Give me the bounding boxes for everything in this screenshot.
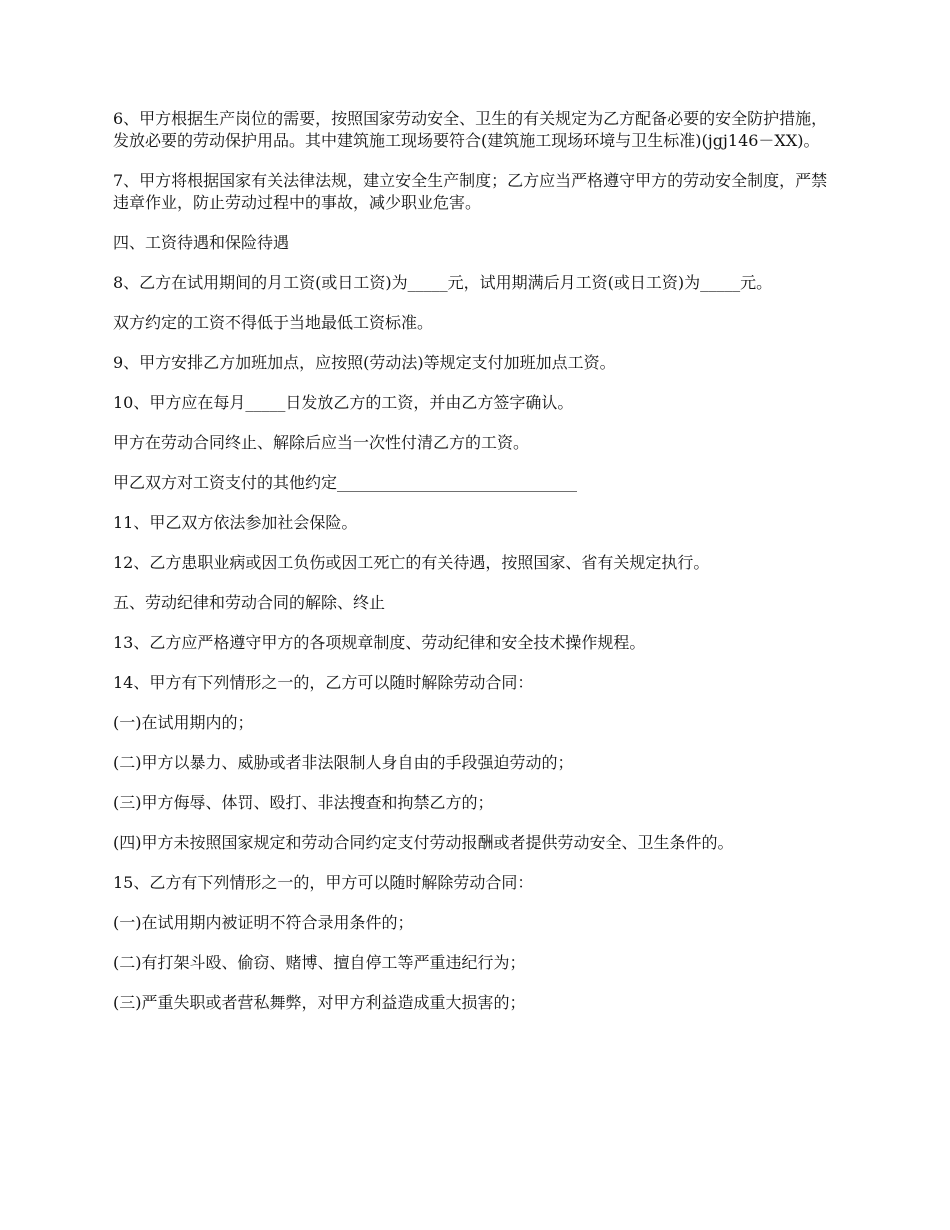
clause-15-item-2: (二)有打架斗殴、偷窃、赌博、擅自停工等严重违纪行为； — [113, 953, 526, 972]
clause-15-item-1: (一)在试用期内被证明不符合录用条件的； — [113, 913, 414, 932]
document-page — [113, 108, 839, 1032]
clause-10: 10、甲方应在每月_____日发放乙方的工资，并由乙方签字确认。 — [113, 393, 574, 412]
clause-6: 6、甲方根据生产岗位的需要，按照国家劳动安全、卫生的有关规定为乙方配备必要的安全防护措施，发放必要的劳动保护用品。其中建筑施工现场要符合(建筑施工现场环境与卫生标准)(jgj146－XX)。 — [113, 109, 828, 150]
clause-15-item-3: (三)严重失职或者营私舞弊，对甲方利益造成重大损害的； — [113, 993, 526, 1012]
minimum-wage-note: 双方约定的工资不得低于当地最低工资标准。 — [113, 313, 434, 332]
clause-9: 9、甲方安排乙方加班加点，应按照(劳动法)等规定支付加班加点工资。 — [113, 353, 616, 372]
clause-11: 11、甲乙双方依法参加社会保险。 — [113, 513, 358, 532]
clause-15: 15、乙方有下列情形之一的，甲方可以随时解除劳动合同： — [113, 873, 534, 892]
other-wage-terms: 甲乙双方对工资支付的其他约定______________________________ — [113, 473, 578, 492]
clause-14-item-3: (三)甲方侮辱、体罚、殴打、非法搜查和拘禁乙方的； — [113, 793, 494, 812]
clause-14: 14、甲方有下列情形之一的，乙方可以随时解除劳动合同： — [113, 673, 534, 692]
final-pay-note: 甲方在劳动合同终止、解除后应当一次性付清乙方的工资。 — [113, 433, 530, 452]
clause-13: 13、乙方应严格遵守甲方的各项规章制度、劳动纪律和安全技术操作规程。 — [113, 633, 646, 652]
clause-14-item-4: (四)甲方未按照国家规定和劳动合同约定支付劳动报酬或者提供劳动安全、卫生条件的。 — [113, 833, 734, 852]
clause-14-item-2: (二)甲方以暴力、威胁或者非法限制人身自由的手段强迫劳动的； — [113, 753, 574, 772]
clause-12: 12、乙方患职业病或因工负伤或因工死亡的有关待遇，按照国家、省有关规定执行。 — [113, 553, 710, 572]
clause-14-item-1: (一)在试用期内的； — [113, 713, 254, 732]
clause-8: 8、乙方在试用期间的月工资(或日工资)为_____元，试用期满后月工资(或日工资)为_____元。 — [113, 273, 773, 292]
section-heading-wages: 四、工资待遇和保险待遇 — [113, 233, 290, 252]
section-heading-discipline: 五、劳动纪律和劳动合同的解除、终止 — [113, 593, 386, 612]
clause-7: 7、甲方将根据国家有关法律法规，建立安全生产制度；乙方应当严格遵守甲方的劳动安全制度，严禁违章作业，防止劳动过程中的事故，减少职业危害。 — [113, 171, 828, 212]
